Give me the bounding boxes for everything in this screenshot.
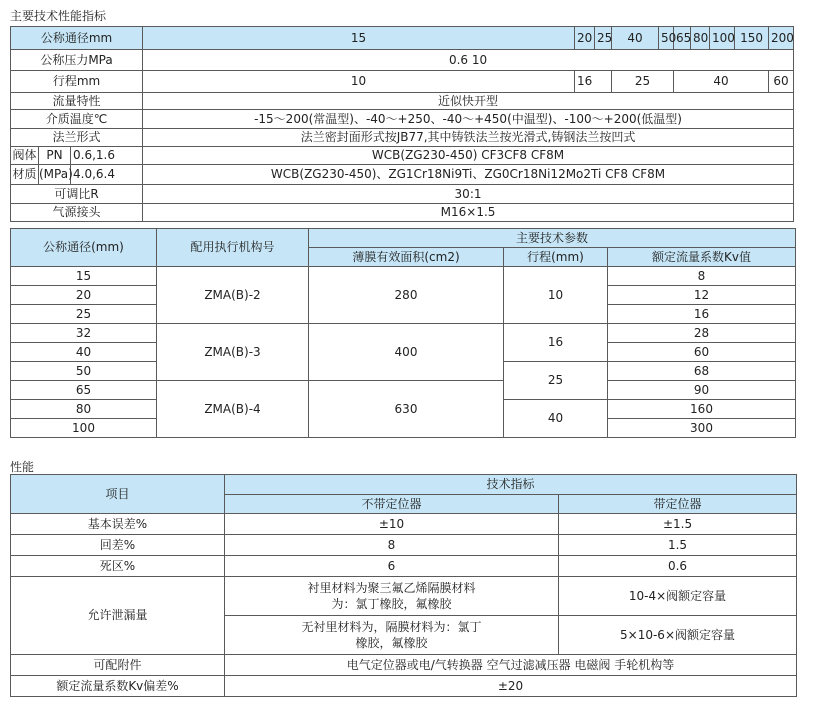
kv-deviation-value: ±20: [225, 676, 797, 697]
section-title-performance: 性能: [10, 460, 35, 474]
pn-range: 0.6,1.6: [71, 147, 143, 165]
no-positioner-cell: 8: [225, 535, 559, 556]
actuator-cell: ZMA(B)-2: [157, 267, 309, 324]
table-row: [11, 556, 797, 577]
pn-sub-label: PN: [39, 147, 71, 165]
dn-cell: 20: [11, 286, 157, 305]
kv-deviation-label: 额定流量系数Kv偏差%: [11, 676, 225, 697]
flow-label: 流量特性: [11, 93, 143, 110]
kv-cell: 12: [608, 286, 796, 305]
dn-value: 40: [612, 27, 659, 50]
main-params-header: 主要技术参数: [309, 229, 796, 248]
flow-value: 近似快开型: [143, 93, 794, 110]
pn-range: 4.0,6.4: [71, 165, 143, 185]
stroke-value: 10: [143, 71, 575, 93]
item-header: 项目: [11, 475, 225, 514]
row-dn: [11, 27, 794, 50]
stroke-label: 行程mm: [11, 71, 143, 93]
kv-cell: 300: [608, 419, 796, 438]
stroke-cell: 25: [504, 362, 608, 400]
medium-temp-label: 介质温度℃: [11, 110, 143, 129]
leak-condition-2-text: 无衬里材料为，隔膜材料为：氯丁橡胶，氟橡胶: [301, 620, 482, 650]
leak-value-2: 5×10-6×阀额定容量: [559, 616, 797, 655]
stroke-cell: 10: [504, 267, 608, 324]
body-material-label: 阀体: [11, 147, 39, 165]
table-row: [11, 381, 796, 400]
dn-cell: 15: [11, 267, 157, 286]
table-row: [11, 577, 797, 616]
actuator-header: 配用执行机构号: [157, 229, 309, 267]
row-label: 基本误差%: [11, 514, 225, 535]
stroke-cell: 40: [504, 400, 608, 438]
area-header: 薄膜有效面积(cm2): [309, 248, 504, 267]
row-medium-temp: [11, 110, 794, 129]
main-specs-table: [10, 26, 794, 222]
adjust-ratio-label: 可调比R: [11, 185, 143, 204]
row-stroke: [11, 71, 794, 93]
area-cell: 630: [309, 381, 504, 438]
dn-cell: 80: [11, 400, 157, 419]
dn-value: 15: [143, 27, 575, 50]
mpa-sub-label: (MPa): [39, 165, 71, 185]
dn-value: 100: [710, 27, 735, 50]
table-row: [11, 324, 796, 343]
stroke-value: 60: [769, 71, 794, 93]
pn-label: 公称压力MPa: [11, 50, 143, 71]
dn-value: 20: [575, 27, 595, 50]
t2-header-row-1: [11, 229, 796, 248]
table-row: [11, 535, 797, 556]
with-positioner-header: 带定位器: [559, 495, 797, 514]
with-positioner-cell: ±1.5: [559, 514, 797, 535]
row-material-1: [11, 147, 794, 165]
dn-label: 公称通径mm: [11, 27, 143, 50]
dn-value: 65: [674, 27, 691, 50]
accessory-label: 可配附件: [11, 655, 225, 676]
kv-cell: 160: [608, 400, 796, 419]
with-positioner-cell: 0.6: [559, 556, 797, 577]
dn-value: 50: [659, 27, 674, 50]
air-connector-value: M16×1.5: [143, 204, 794, 222]
dn-value: 200: [769, 27, 794, 50]
area-cell: 400: [309, 324, 504, 381]
row-adjust-ratio: [11, 185, 794, 204]
t3-header-row-1: [11, 475, 797, 495]
leak-condition-2: [225, 616, 559, 655]
dn-cell: 32: [11, 324, 157, 343]
kv-header: 额定流量系数Kv值: [608, 248, 796, 267]
dn-cell: 25: [11, 305, 157, 324]
kv-cell: 8: [608, 267, 796, 286]
accessory-value: 电气定位器或电/气转换器 空气过滤减压器 电磁阀 手轮机构等: [225, 655, 797, 676]
row-label: 死区%: [11, 556, 225, 577]
kv-cell: 16: [608, 305, 796, 324]
flange-value: 法兰密封面形式按JB77,其中铸铁法兰按光滑式,铸钢法兰按凹式: [143, 129, 794, 147]
pn-value: 0.6 10: [143, 50, 794, 71]
dn-cell: 65: [11, 381, 157, 400]
actuator-cell: ZMA(B)-4: [157, 381, 309, 438]
row-flow: [11, 93, 794, 110]
dn-cell: 100: [11, 419, 157, 438]
kv-cell: 28: [608, 324, 796, 343]
air-connector-label: 气源接头: [11, 204, 143, 222]
dn-cell: 40: [11, 343, 157, 362]
leak-condition-1-text: 衬里材料为聚三氟乙烯隔膜材料为：氯丁橡胶，氟橡胶: [307, 581, 476, 611]
section-title-main-specs: 主要技术性能指标: [10, 9, 107, 23]
no-positioner-header: 不带定位器: [225, 495, 559, 514]
area-cell: 280: [309, 267, 504, 324]
material-value: WCB(ZG230-450) CF3CF8 CF8M: [143, 147, 794, 165]
flange-label: 法兰形式: [11, 129, 143, 147]
no-positioner-cell: 6: [225, 556, 559, 577]
dn-value: 150: [735, 27, 769, 50]
dn-cell: 50: [11, 362, 157, 381]
stroke-value: 40: [674, 71, 769, 93]
row-flange: [11, 129, 794, 147]
with-positioner-cell: 1.5: [559, 535, 797, 556]
leak-label: 允许泄漏量: [11, 577, 225, 655]
kv-cell: 68: [608, 362, 796, 381]
tech-header: 技术指标: [225, 475, 797, 495]
stroke-value: 16: [575, 71, 612, 93]
leak-condition-1: [225, 577, 559, 616]
stroke-cell: 16: [504, 324, 608, 362]
kv-cell: 60: [608, 343, 796, 362]
leak-value-1: 10-4×阀额定容量: [559, 577, 797, 616]
table-row: [11, 655, 797, 676]
dn-header: 公称通径(mm): [11, 229, 157, 267]
stroke-header: 行程(mm): [504, 248, 608, 267]
stroke-value: 25: [612, 71, 674, 93]
material-value: WCB(ZG230-450)、ZG1Cr18Ni9Ti、ZG0Cr18Ni12Mo2Ti CF8 CF8M: [143, 165, 794, 185]
row-pn: [11, 50, 794, 71]
kv-cell: 90: [608, 381, 796, 400]
row-material-2: [11, 165, 794, 185]
dn-value: 80: [691, 27, 710, 50]
adjust-ratio-value: 30:1: [143, 185, 794, 204]
actuator-cell: ZMA(B)-3: [157, 324, 309, 381]
body-material-label: 材质: [11, 165, 39, 185]
no-positioner-cell: ±10: [225, 514, 559, 535]
medium-temp-value: -15～200(常温型)、-40～+250、-40～+450(中温型)、-100～+200(低温型): [143, 110, 794, 129]
table-row: [11, 267, 796, 286]
row-label: 回差%: [11, 535, 225, 556]
actuator-specs-table: [10, 228, 796, 438]
table-row: [11, 676, 797, 697]
dn-value: 25: [595, 27, 612, 50]
row-air-connector: [11, 204, 794, 222]
performance-table: [10, 474, 797, 697]
table-row: [11, 514, 797, 535]
